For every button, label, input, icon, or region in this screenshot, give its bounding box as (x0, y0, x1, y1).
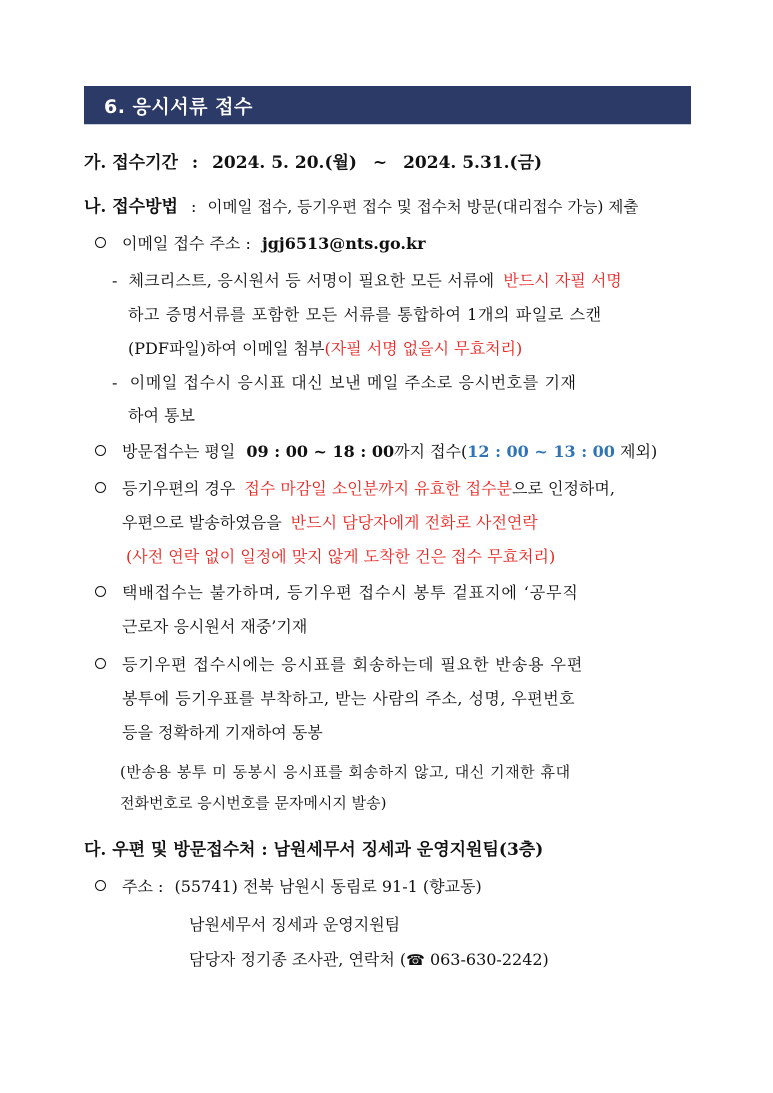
office-heading: 다. 우편 및 방문접수처 : 남원세무서 징세과 운영지원팀(3층) (84, 840, 544, 860)
email-label: 이메일 접수 주소 : (122, 234, 251, 253)
address-value: (55741) 전북 남원시 동림로 91-1 (향교동) (174, 877, 482, 896)
registered-line3: (사전 연락 없이 일정에 맞지 않게 도착한 건은 접수 무효처리) (126, 547, 556, 566)
bullet-icon (95, 586, 106, 597)
bullet-icon (95, 482, 106, 493)
email-sub2-line2: 하여 통보 (128, 406, 195, 425)
bullet-icon (95, 237, 106, 248)
address-row (122, 874, 482, 897)
courier-line2: 근로자 응시원서 재중’기재 (122, 617, 308, 636)
courier-line1: 택배접수는 불가하며, 등기우편 접수시 봉투 겉표지에 ‘공무직 (122, 583, 579, 602)
address-contact: 담당자 정기종 조사관, 연락처 (☎ 063-630-2242) (189, 950, 549, 969)
period-end: 2024. 5.31.(금) (403, 153, 543, 173)
email-sub2-line1: - 이메일 접수시 응시표 대신 보낸 메일 주소로 응시번호를 기재 (112, 373, 577, 392)
period-start: 2024. 5. 20.(월) (212, 153, 357, 173)
invalid-without-signature: (자필 서명 없을시 무효처리) (324, 339, 523, 358)
lunch-hours: 12 : 00 ~ 13 : 00 (467, 442, 615, 461)
email-sub1-line1: - 체크리스트, 응시원서 등 서명이 필요한 모든 서류에 반드시 자필 서명 (112, 271, 622, 290)
section-title: 6. 응시서류 접수 (104, 96, 253, 118)
phone-notice: 반드시 담당자에게 전화로 사전연락 (290, 513, 538, 532)
method-row: 나. 접수방법 : 이메일 접수, 등기우편 접수 및 접수처 방문(대리접수 가능) 제출 (84, 197, 639, 217)
method-label: 나. 접수방법 (84, 197, 178, 217)
bullet-icon (95, 880, 106, 891)
postmark-valid: 접수 마감일 소인분까지 유효한 접수분 (244, 479, 513, 498)
address-label: 주소 : (122, 877, 164, 896)
bullet-icon (95, 658, 106, 669)
registered-line2: 우편으로 발송하였음을 반드시 담당자에게 전화로 사전연락 (122, 513, 538, 532)
return-line1: 등기우편 접수시에는 응시표를 회송하는데 필요한 반송용 우편 (122, 655, 584, 674)
email-address: jgj6513@nts.go.kr (261, 234, 426, 253)
return-line3: 등을 정확하게 기재하여 동봉 (122, 723, 323, 742)
bullet-icon (95, 445, 106, 456)
email-sub1-line2: 하고 증명서류를 포함한 모든 서류를 통합하여 1개의 파일로 스캔 (128, 305, 602, 324)
signature-required: 반드시 자필 서명 (503, 271, 622, 290)
visit-hours: 09 : 00 ~ 18 : 00 (246, 442, 395, 461)
return-line2: 봉투에 등기우표를 부착하고, 받는 사람의 주소, 성명, 우편번호 (122, 689, 576, 708)
return-note1: (반송용 봉투 미 동봉시 응시표를 회송하지 않고, 대신 기재한 휴대 (120, 763, 571, 781)
visit-row: 방문접수는 평일 09 : 00 ~ 18 : 00까지 접수(12 : 00 ~ 13 : 00 제외) (122, 442, 658, 461)
method-text: 이메일 접수, 등기우편 접수 및 접수처 방문(대리접수 가능) 제출 (207, 198, 639, 216)
section-header (84, 86, 691, 125)
phone-icon: ☎ (406, 951, 425, 969)
email-row (122, 231, 426, 254)
period-row: 가. 접수기간 : 2024. 5. 20.(월) ~ 2024. 5.31.(금) (84, 153, 543, 173)
return-note2: 전화번호로 응시번호를 문자메시지 발송) (120, 794, 387, 812)
email-sub1-line3: (PDF파일)하여 이메일 첨부(자필 서명 없을시 무효처리) (128, 339, 523, 358)
phone-number: 063-630-2242) (429, 950, 549, 969)
registered-line1: 등기우편의 경우 접수 마감일 소인분까지 유효한 접수분으로 인정하며, (122, 479, 615, 498)
address-team: 남원세무서 징세과 운영지원팀 (189, 915, 401, 934)
period-label: 가. 접수기간 (84, 153, 178, 173)
